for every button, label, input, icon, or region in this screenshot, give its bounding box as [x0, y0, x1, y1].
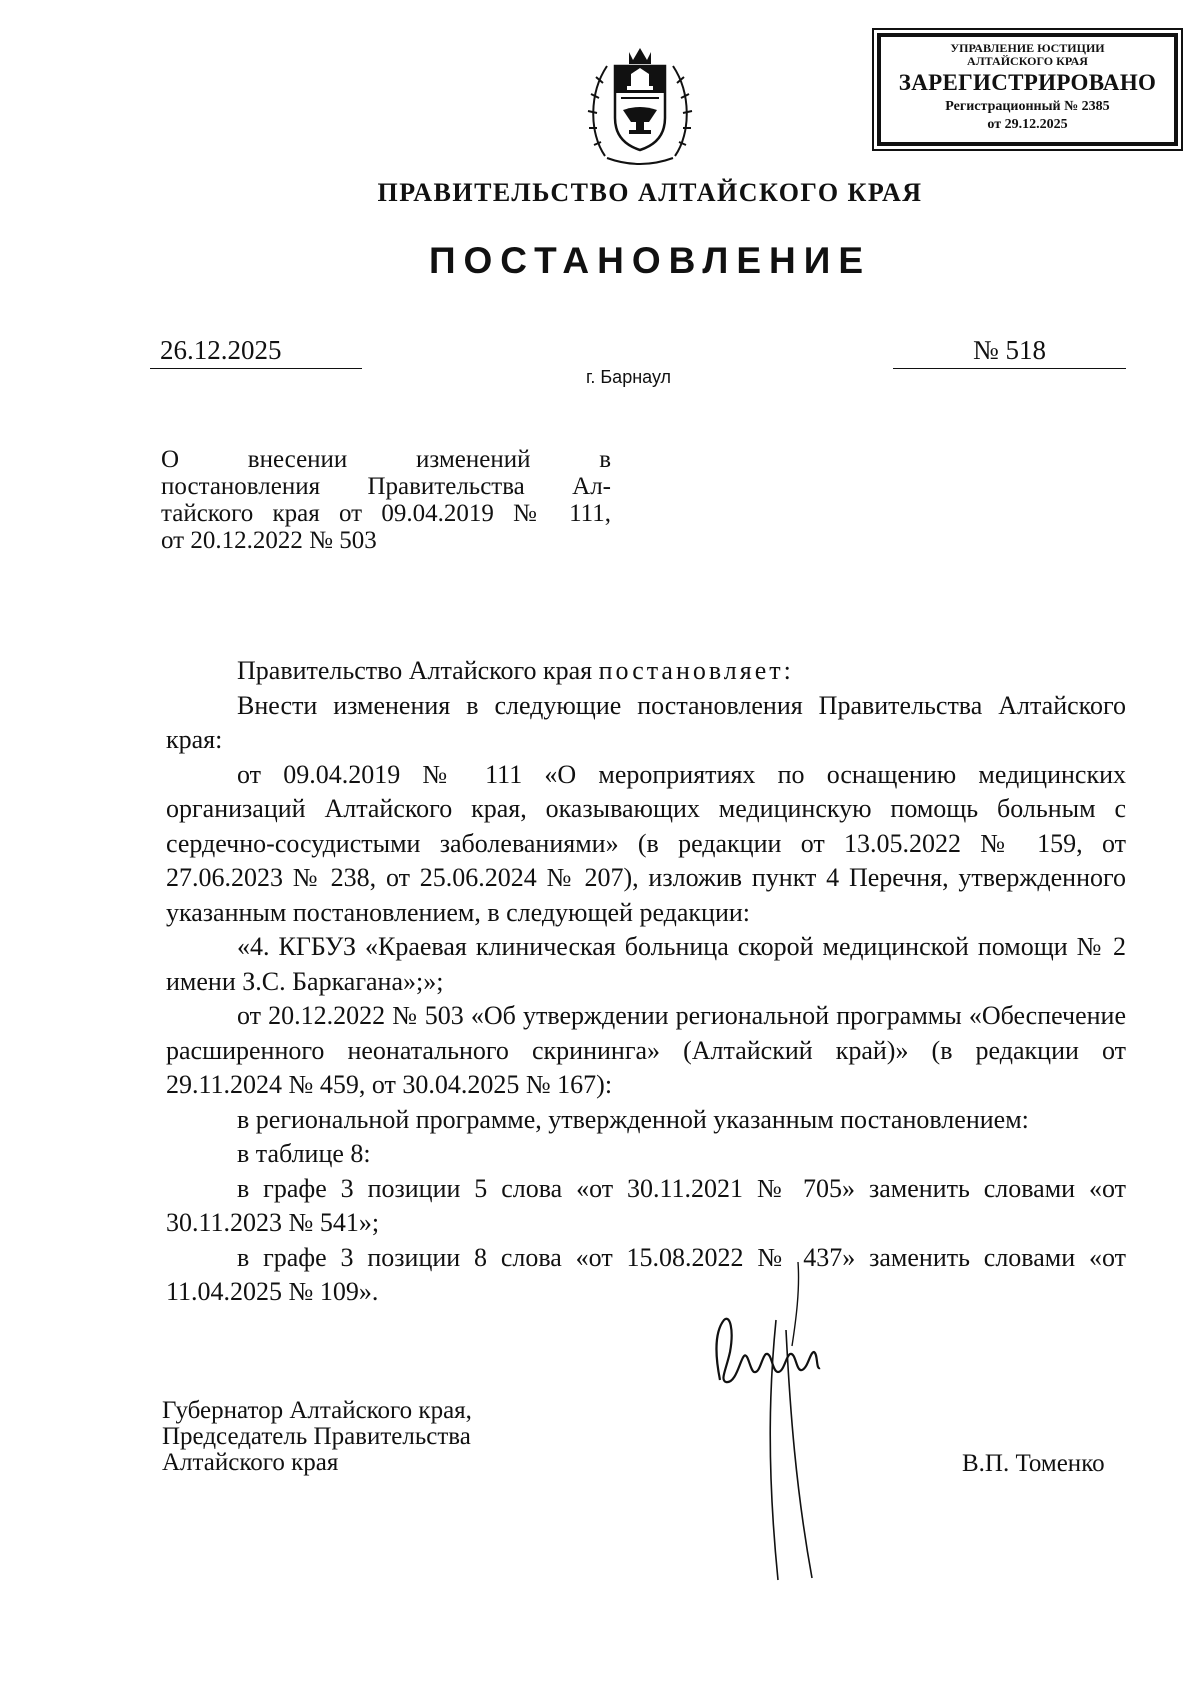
body-paragraph: от 09.04.2019 № 111 «О мероприятиях по оснащению медицинских организаций Алтайского края, оказывающих медицинскую помощь больным с сердечно-сосудистыми заболеваниями» (в редакции от 13.05.2022 № 159, от 27.06.2023 № 238, от 25.06.2024 № 207), изложив пункт 4 Перечня, утвержденного указанным постановлением, в следующей редакции:	[166, 759, 1126, 927]
document-date: 26.12.2025	[150, 335, 362, 369]
body-paragraph: от 20.12.2022 № 503 «Об утверждении региональной программы «Обеспечение расширенного неонатального скрининга» (Алтайский край)» (в редакции от 29.11.2024 № 459, от 30.04.2025 № 167):	[166, 1001, 1126, 1099]
document-city: г. Барнаул	[586, 367, 672, 387]
signatory-title-line: Губернатор Алтайского края,	[162, 1397, 472, 1424]
stamp-title: ЗАРЕГИСТРИРОВАНО	[898, 70, 1157, 95]
stamp-authority-region: АЛТАЙСКОГО КРАЯ	[967, 54, 1088, 68]
stamp-date: от 29.12.2025	[987, 117, 1068, 132]
document-body	[166, 654, 1126, 1310]
signatory-title-line: Председатель Правительства	[162, 1423, 471, 1450]
body-paragraph: Внести изменения в следующие постановления Правительства Алтайского края:	[166, 690, 1126, 754]
document-subject	[161, 446, 611, 554]
subject-line: от 20.12.2022 № 503	[161, 527, 377, 554]
signatory-name: В.П. Томенко	[962, 1450, 1105, 1477]
body-paragraph: в региональной программе, утвержденной указанным постановлением:	[237, 1104, 1029, 1134]
signatory-title-line: Алтайского края	[162, 1449, 339, 1476]
body-paragraph: «4. КГБУЗ «Краевая клиническая больница скорой медицинской помощи № 2 имени З.С. Баркагана»;»;	[166, 932, 1126, 996]
handwritten-signature-icon	[700, 1260, 880, 1590]
signatory-title	[162, 1398, 472, 1476]
government-heading: ПРАВИТЕЛЬСТВО АЛТАЙСКОГО КРАЯ	[377, 178, 923, 207]
subject-line: О внесении изменений в	[161, 446, 611, 473]
subject-line: постановления Правительства Ал-	[161, 473, 611, 500]
body-paragraph: в графе 3 позиции 8 слова «от 15.08.2022 № 437» заменить словами «от 11.04.2025 № 109».	[166, 1242, 1126, 1306]
coat-of-arms-icon	[585, 38, 695, 170]
body-intro: Правительство Алтайского края постановляет:	[237, 656, 791, 685]
stamp-reg-number: Регистрационный № 2385	[945, 99, 1110, 114]
document-number: № 518	[893, 335, 1126, 369]
body-intro-emphasis: постановляет	[598, 656, 784, 685]
document-type-title: ПОСТАНОВЛЕНИЕ	[428, 240, 872, 281]
body-paragraph: в графе 3 позиции 5 слова «от 30.11.2021 № 705» заменить словами «от 30.11.2023 № 541»;	[166, 1173, 1126, 1237]
registration-stamp	[877, 33, 1178, 146]
body-paragraph: в таблице 8:	[237, 1139, 371, 1168]
stamp-authority: УПРАВЛЕНИЕ ЮСТИЦИИ	[950, 41, 1105, 55]
subject-line: тайского края от 09.04.2019 № 111,	[161, 500, 611, 527]
